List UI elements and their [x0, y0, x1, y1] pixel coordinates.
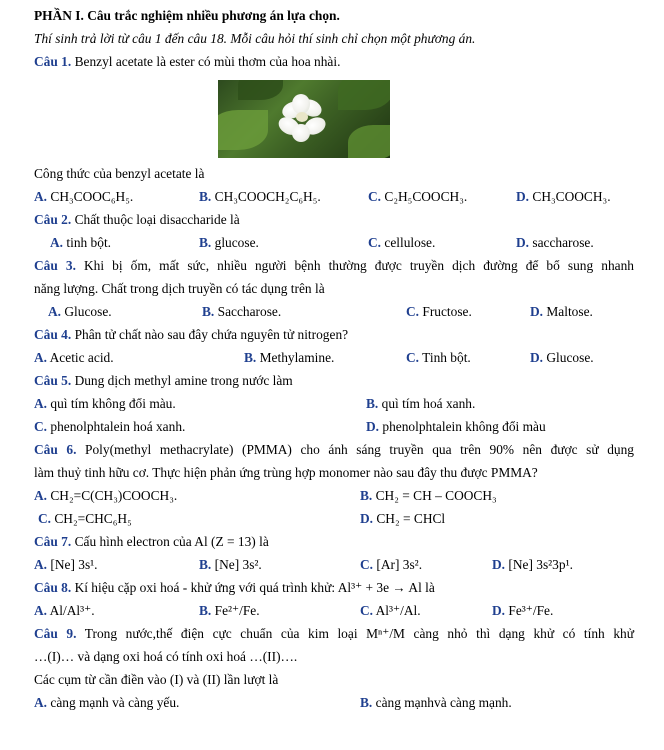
question-9 [34, 626, 634, 642]
section-title: PHẦN I. Câu trắc nghiệm nhiều phương án lựa chọn. [34, 8, 340, 23]
option-a[interactable]: A. [Ne] 3s¹. [34, 557, 98, 572]
option-b[interactable]: B. quì tím hoá xanh. [366, 396, 476, 411]
question-label: Câu 4. [34, 327, 72, 342]
option-b[interactable]: B. CH₂ = CH – COOCH₃ [360, 488, 497, 503]
question-5 [34, 373, 293, 389]
question-6-text-cont: làm thuỷ tinh hữu cơ. Thực hiện phản ứng trùng hợp monomer nào sau đây thu được PMMA? [34, 465, 538, 480]
question-9-text-cont: …(I)… và dạng oxi hoá có tính oxi hoá …(II)…. [34, 649, 298, 664]
question-text: Chất thuộc loại disaccharide là [71, 212, 240, 227]
question-label: Câu 2. [34, 212, 72, 227]
option-d[interactable]: D. Glucose. [530, 350, 594, 365]
question-label: Câu 5. [34, 373, 72, 388]
option-a[interactable]: A. tinh bột. [50, 235, 112, 250]
question-1-extra: Công thức của benzyl acetate là [34, 166, 205, 181]
option-c[interactable]: C. Tinh bột. [406, 350, 471, 365]
option-a[interactable]: A. càng mạnh và càng yếu. [34, 695, 180, 710]
option-d[interactable]: D. Fe³⁺/Fe. [492, 603, 554, 618]
question-4 [34, 327, 348, 343]
option-b[interactable]: B. càng mạnhvà càng mạnh. [360, 695, 512, 710]
option-a[interactable]: A. Al/Al³⁺. [34, 603, 95, 618]
question-text: Cấu hình electron của Al (Z = 13) là [71, 534, 269, 549]
option-b[interactable]: B. Methylamine. [244, 350, 335, 365]
option-a[interactable]: A. CH₂=C(CH₃)COOCH₃. [34, 488, 178, 503]
question-1 [34, 54, 340, 70]
question-text: Dung dịch methyl amine trong nước làm [71, 373, 293, 388]
option-c[interactable]: C. phenolphtalein hoá xanh. [34, 419, 186, 434]
option-c[interactable]: C. C₂H₅COOCH₃. [368, 189, 468, 204]
question-3-text-cont: năng lượng. Chất trong dịch truyền có tác dụng trên là [34, 281, 325, 296]
question-text: Benzyl acetate là ester có mùi thơm của hoa nhài. [71, 54, 341, 69]
question-2 [34, 212, 240, 228]
option-d[interactable]: D. CH₂ = CHCl [360, 511, 446, 526]
question-label: Câu 9. [34, 626, 77, 641]
option-b[interactable]: B. Saccharose. [202, 304, 282, 319]
option-c[interactable]: C. cellulose. [368, 235, 436, 250]
question-label: Câu 7. [34, 534, 72, 549]
option-a[interactable]: A. Acetic acid. [34, 350, 114, 365]
option-c[interactable]: C. CH₂=CHC₆H₅ [38, 511, 132, 526]
question-9-extra: Các cụm từ cần điền vào (I) và (II) lần lượt là [34, 672, 279, 687]
option-a[interactable]: A. Glucose. [48, 304, 112, 319]
option-d[interactable]: D. CH₃COOCH₃. [516, 189, 611, 204]
question-text: Phân tử chất nào sau đây chứa nguyên tử nitrogen? [71, 327, 349, 342]
question-label: Câu 8. [34, 580, 72, 595]
jasmine-flower-photo [218, 80, 390, 158]
question-text: Poly(methyl methacrylate) (PMMA) cho ánh sáng truyền qua trên 90% nên được sử dụng [76, 442, 634, 457]
option-c[interactable]: C. [Ar] 3s². [360, 557, 423, 572]
option-c[interactable]: C. Al³⁺/Al. [360, 603, 421, 618]
question-label: Câu 1. [34, 54, 72, 69]
question-text: Trong nước,thế điện cực chuẩn của kim loại Mⁿ⁺/M càng nhỏ thì dạng khử có tính khử [76, 626, 634, 641]
section-instruction: Thí sinh trả lời từ câu 1 đến câu 18. Mỗi câu hỏi thí sinh chỉ chọn một phương án. [34, 31, 476, 46]
option-a[interactable]: A. CH₃COOC₆H₅. [34, 189, 134, 204]
question-7 [34, 534, 269, 550]
question-text: Khi bị ốm, mất sức, nhiều người bệnh thường được truyền dịch đường để bổ sung nhanh [75, 258, 634, 273]
option-c[interactable]: C. Fructose. [406, 304, 472, 319]
option-d[interactable]: D. [Ne] 3s²3p¹. [492, 557, 573, 572]
question-label: Câu 6. [34, 442, 77, 457]
option-b[interactable]: B. CH₃COOCH₂C₆H₅. [199, 189, 321, 204]
question-3 [34, 258, 634, 274]
question-6 [34, 442, 634, 458]
option-b[interactable]: B. [Ne] 3s². [199, 557, 262, 572]
option-b[interactable]: B. Fe²⁺/Fe. [199, 603, 260, 618]
question-label: Câu 3. [34, 258, 76, 273]
question-text: Kí hiệu cặp oxi hoá - khử ứng với quá trình khử: Al³⁺ + 3e → Al là [71, 580, 435, 595]
question-8 [34, 580, 435, 596]
option-b[interactable]: B. glucose. [199, 235, 259, 250]
option-d[interactable]: D. phenolphtalein không đổi màu [366, 419, 546, 434]
option-a[interactable]: A. quì tím không đổi màu. [34, 396, 176, 411]
option-d[interactable]: D. Maltose. [530, 304, 593, 319]
option-d[interactable]: D. saccharose. [516, 235, 594, 250]
